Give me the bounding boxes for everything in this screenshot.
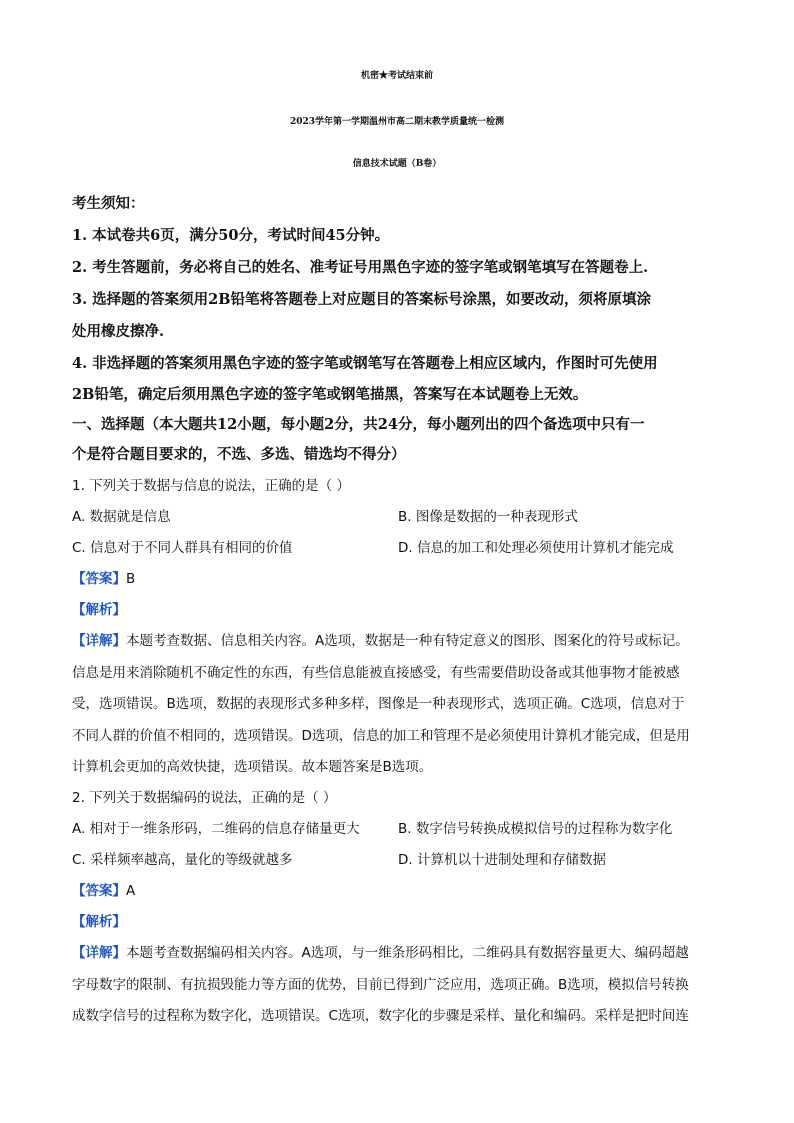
notice-item-3-line-2: 处用橡皮擦净. (72, 323, 165, 340)
question-2-stem: 2. 下列关于数据编码的说法，正确的是（ ） (72, 790, 337, 806)
section-heading-line-2: 个是符合题目要求的，不选、多选、错选均不得分） (72, 446, 406, 463)
notice-item-4-line-1: 4. 非选择题的答案须用黑色字迹的签字笔或钢笔写在答题卷上相应区域内，作图时可先使用 (72, 355, 658, 372)
question-1-stem: 1. 下列关于数据与信息的说法，正确的是（ ） (72, 478, 350, 494)
question-2-answer: A (126, 883, 136, 899)
question-2-option-c: C. 采样频率越高，量化的等级就越多 (72, 852, 293, 868)
question-1-detail-line-4: 不同人群的价值不相同的，选项错误。D选项，信息的加工和管理不是必须使用计算机才能完成，但是用 (72, 728, 690, 744)
question-2-detail-line-2: 字母数字的限制、有抗损毁能力等方面的优势，目前已得到广泛应用，选项正确。B选项，模拟信号转换 (72, 977, 689, 993)
question-2-option-b: B. 数字信号转换成模拟信号的过程称为数字化 (398, 821, 673, 837)
question-1-option-b: B. 图像是数据的一种表现形式 (398, 509, 578, 525)
answer-tag: 【答案】 (72, 571, 126, 587)
question-1-option-c: C. 信息对于不同人群具有相同的价值 (72, 540, 293, 556)
analysis-tag: 【解析】 (72, 602, 126, 618)
subject-title: 信息技术试题（B卷） (352, 159, 442, 169)
exam-title: 2023学年第一学期温州市高二期末教学质量统一检测 (289, 117, 505, 127)
question-1-answer: B (126, 571, 136, 587)
question-1-detail-line-1 (72, 629, 689, 649)
question-2-option-a: A. 相对于一维条形码，二维码的信息存储量更大 (72, 821, 360, 837)
question-1-detail-line-3: 受，选项错误。B选项，数据的表现形式多种多样，图像是一种表现形式，选项正确。C选项，信息对于 (72, 696, 685, 712)
notice-item-4-line-2: 2B铅笔，确定后须用黑色字迹的签字笔或钢笔描黑，答案写在本试题卷上无效。 (72, 386, 588, 403)
question-1-option-d: D. 信息的加工和处理必须使用计算机才能完成 (398, 540, 674, 556)
question-1-option-a: A. 数据就是信息 (72, 509, 171, 525)
section-heading-line-1: 一、选择题（本大题共12小题，每小题2分，共24分，每小题列出的四个备选项中只有一 (72, 416, 645, 433)
question-2-analysis-row (72, 910, 126, 930)
question-2-detail-line-3: 成数字信号的过程称为数字化，选项错误。C选项，数字化的步骤是采样、量化和编码。采样是把时间连 (72, 1008, 689, 1024)
detail-text: 本题考查数据、信息相关内容。A选项，数据是一种有特定意义的图形、图案化的符号或标记。 (126, 633, 689, 649)
notice-item-1: 1. 本试卷共6页，满分50分，考试时间45分钟。 (72, 227, 390, 244)
notice-item-2: 2. 考生答题前，务必将自己的姓名、准考证号用黑色字迹的签字笔或钢笔填写在答题卷上. (72, 259, 649, 276)
analysis-tag: 【解析】 (72, 914, 126, 930)
question-1-detail-line-2: 信息是用来消除随机不确定性的东西，有些信息能被直接感受，有些需要借助设备或其他事物才能被感 (72, 665, 680, 681)
notice-item-3-line-1: 3. 选择题的答案须用2B铅笔将答题卷上对应题目的答案标号涂黑，如要改动，须将原填涂 (72, 291, 652, 308)
detail-tag: 【详解】 (72, 633, 126, 649)
question-1-analysis-row (72, 598, 126, 618)
question-1-answer-row (72, 567, 135, 587)
question-1-detail-line-5: 计算机会更加的高效快捷，选项错误。故本题答案是B选项。 (72, 759, 433, 775)
confidential-label: 机密★考试结束前 (360, 71, 433, 81)
detail-tag: 【详解】 (72, 945, 126, 961)
answer-tag: 【答案】 (72, 883, 126, 899)
notice-heading: 考生须知： (72, 195, 145, 212)
detail-text: 本题考查数据编码相关内容。A选项，与一维条形码相比，二维码具有数据容量更大、编码超越 (126, 945, 689, 961)
question-2-detail-line-1 (72, 941, 689, 961)
question-2-answer-row (72, 879, 135, 899)
question-2-option-d: D. 计算机以十进制处理和存储数据 (398, 852, 606, 868)
